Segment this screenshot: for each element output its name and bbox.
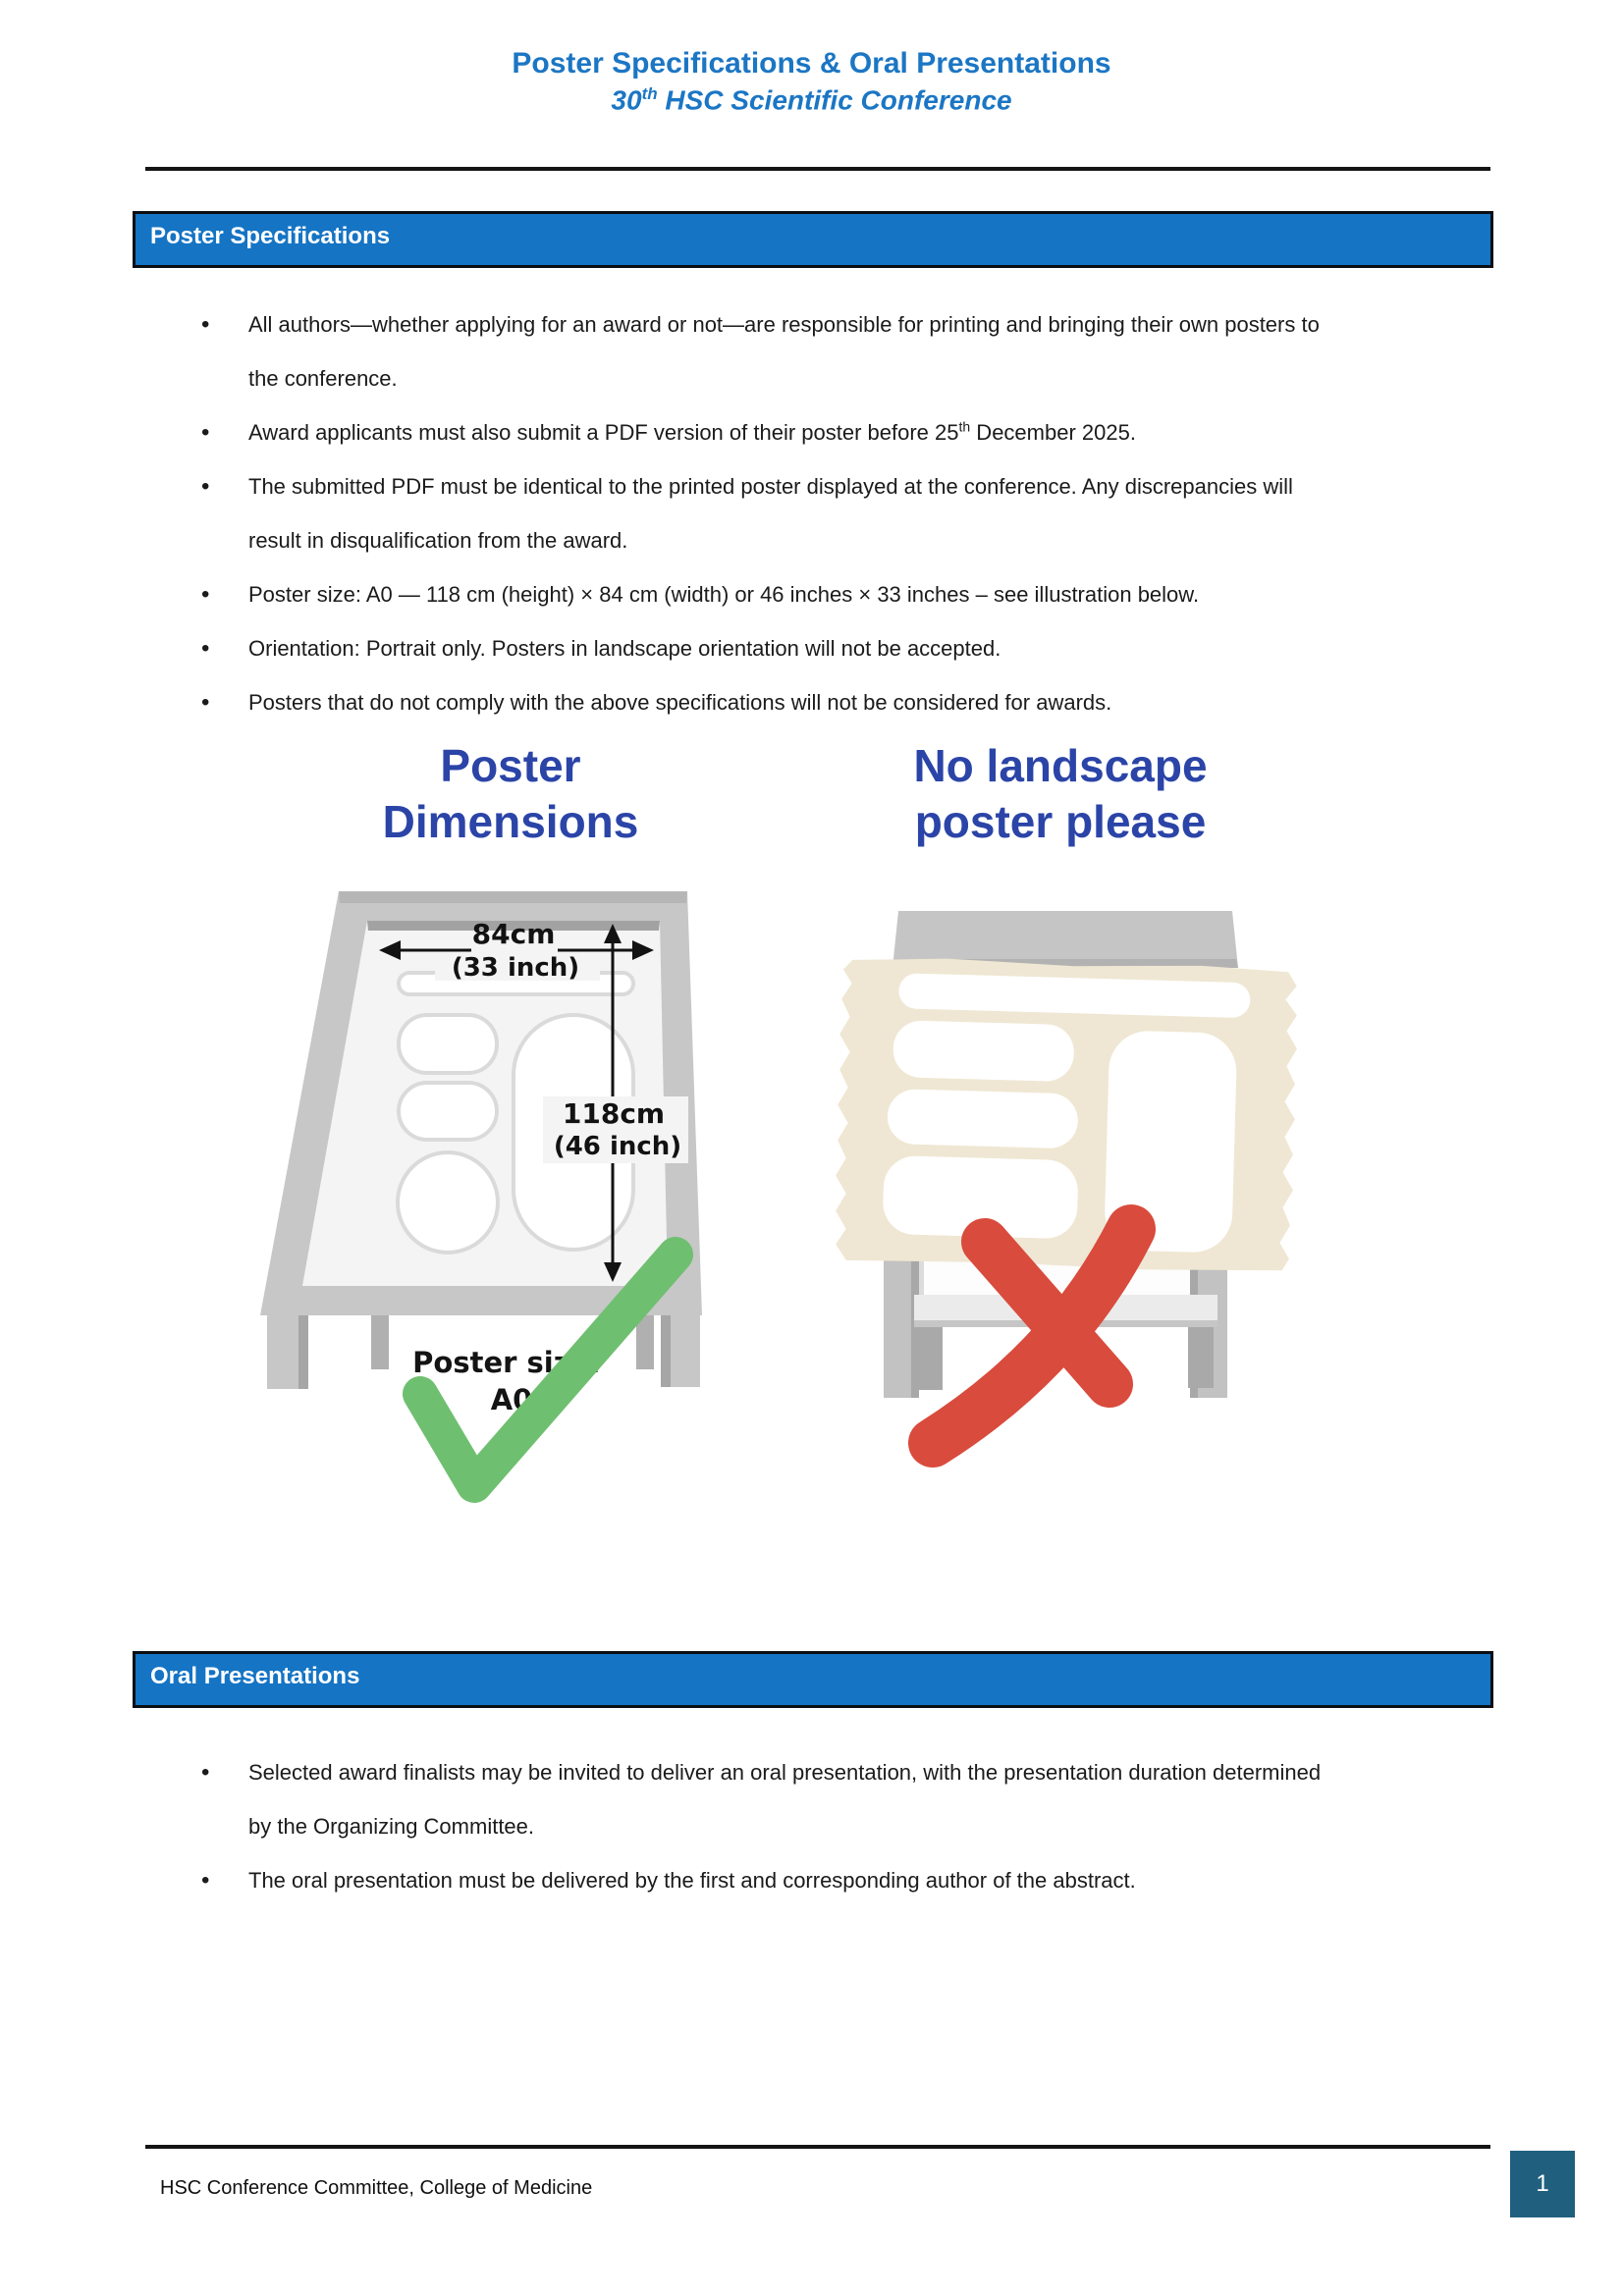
oral-presentations-bullet-list <box>0 1745 1623 1907</box>
page-title: Poster Specifications & Oral Presentations <box>512 47 1111 80</box>
figure-title-line: Poster <box>440 740 581 791</box>
easel-rear-leg <box>371 1315 389 1369</box>
subtitle-ordinal: th <box>641 84 658 103</box>
subtitle-number: 30 <box>611 84 642 116</box>
figure-title-no-landscape <box>805 738 1316 850</box>
poster-specifications-bullet-list <box>0 297 1623 729</box>
bullet-item: • The oral presentation must be delivered by the first and corresponding author of the abstract. <box>248 1853 1328 1907</box>
poster-placeholder-block <box>893 1020 1075 1082</box>
poster-placeholder-block <box>887 1089 1078 1148</box>
bullet-item: • Award applicants must also submit a PDF version of their poster before 25th December 2025. <box>248 405 1328 459</box>
figure-title-line: poster please <box>914 796 1207 847</box>
figure-title-line: Dimensions <box>382 796 639 847</box>
poster-placeholder-circle <box>398 1152 498 1253</box>
easel-rear-leg <box>919 1327 943 1390</box>
landscape-easel-illustration <box>825 903 1316 1492</box>
header-divider <box>145 167 1490 171</box>
section-banner-poster-specifications: Poster Specifications <box>133 211 1493 268</box>
bullet-item: • Orientation: Portrait only. Posters in landscape orientation will not be accepted. <box>248 621 1328 675</box>
figure-title-line: No landscape <box>913 740 1208 791</box>
poster-placeholder-block <box>399 1015 497 1073</box>
height-dimension-sublabel: (46 inch) <box>553 1132 682 1161</box>
footer-divider <box>145 2145 1490 2149</box>
poster-size-value: A0 <box>490 1383 533 1416</box>
landscape-poster-sheet <box>834 956 1300 1274</box>
easel-rear-leg <box>636 1315 654 1369</box>
width-dimension-label: 84cm <box>471 918 556 950</box>
frame-top-shade <box>339 891 687 903</box>
footer-committee-text: HSC Conference Committee, College of Medicine <box>160 2177 593 2199</box>
subtitle-text: HSC Scientific Conference <box>657 84 1012 116</box>
page-subtitle <box>0 84 1623 116</box>
figure-title-poster-dimensions <box>255 738 766 850</box>
bullet-item: • Selected award finalists may be invited to deliver an oral presentation, with the presentation duration determined by the Organizing Committee. <box>248 1745 1328 1853</box>
width-dimension-sublabel: (33 inch) <box>451 953 580 983</box>
poster-size-caption: Poster size: <box>412 1346 601 1379</box>
portrait-easel-illustration <box>245 879 707 1507</box>
bullet-item: • The submitted PDF must be identical to the printed poster displayed at the conference. Any discrepancies will result in disqualification from the award. <box>248 459 1328 567</box>
page-number-badge: 1 <box>1510 2151 1575 2217</box>
bullet-item: • All authors—whether applying for an award or not—are responsible for printing and bringing their own posters to the conference. <box>248 297 1328 405</box>
bullet-item: • Poster size: A0 — 118 cm (height) × 84 cm (width) or 46 inches × 33 inches – see illustration below. <box>248 567 1328 621</box>
bullet-item: • Posters that do not comply with the above specifications will not be considered for awards. <box>248 675 1328 729</box>
poster-placeholder-block <box>399 1083 497 1140</box>
height-dimension-label: 118cm <box>562 1097 666 1130</box>
easel-rear-leg <box>1188 1327 1214 1388</box>
section-banner-oral-presentations: Oral Presentations <box>133 1651 1493 1708</box>
